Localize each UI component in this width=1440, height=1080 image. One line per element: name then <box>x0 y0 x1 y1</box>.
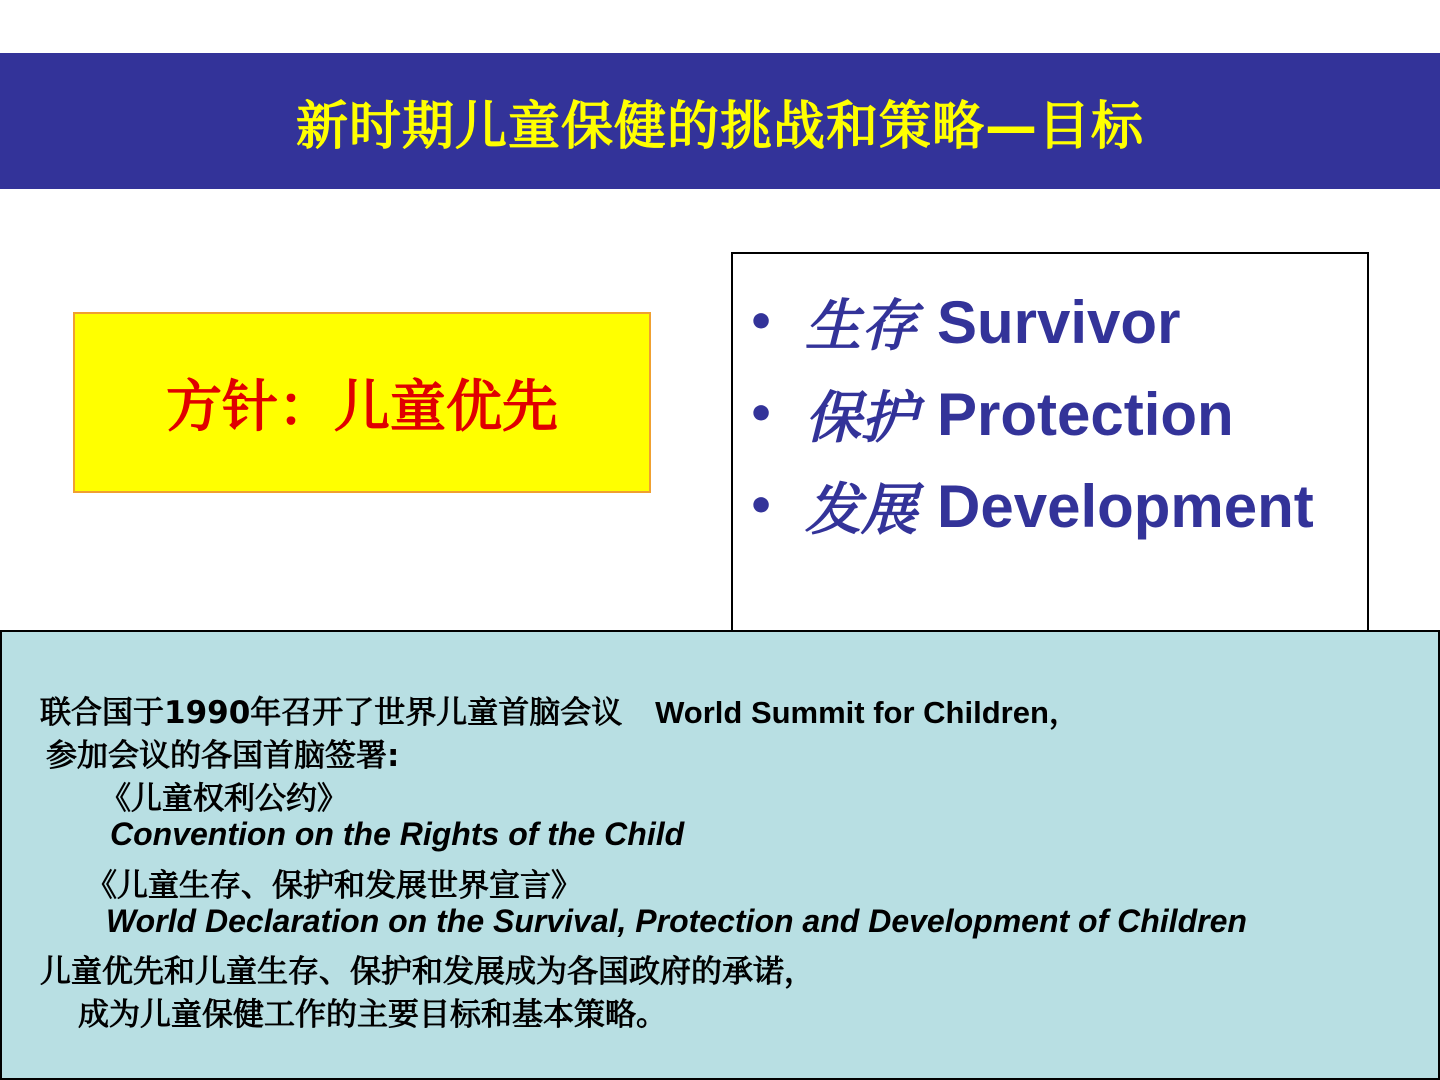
goal-en-label: Development <box>937 472 1314 540</box>
policy-text: 方针：儿童优先 <box>166 373 558 440</box>
info-summit-cn: 联合国于1990年召开了世界儿童首脑会议 <box>40 695 623 731</box>
goal-item-protection <box>747 374 1234 454</box>
goal-item-survivor <box>747 282 1180 362</box>
goal-item-development <box>747 466 1314 546</box>
goals-box <box>731 252 1369 652</box>
info-line-strategy: 成为儿童保健工作的主要目标和基本策略。 <box>78 997 667 1033</box>
info-line-summit <box>40 687 1080 732</box>
slide-title: 新时期儿童保健的挑战和策略—目标 <box>295 96 1144 157</box>
goal-cn-label: 发展 <box>805 477 917 543</box>
goal-en-label: Protection <box>937 380 1234 448</box>
title-bar <box>0 53 1440 189</box>
goal-cn-label: 保护 <box>805 385 917 451</box>
info-line-signed: 参加会议的各国首脑签署: <box>46 738 400 774</box>
bullet-icon: • <box>747 388 776 440</box>
goal-en-label: Survivor <box>937 288 1181 356</box>
info-line-convention-cn: 《儿童权利公约》 <box>100 781 348 817</box>
info-summit-en: World Summit for Children， <box>655 695 1080 730</box>
bullet-icon: • <box>747 480 776 532</box>
info-box <box>0 630 1440 1080</box>
info-line-declaration-cn: 《儿童生存、保护和发展世界宣言》 <box>86 868 582 904</box>
info-line-commitment: 儿童优先和儿童生存、保护和发展成为各国政府的承诺， <box>40 954 815 990</box>
info-line-declaration-en: World Declaration on the Survival, Protection and Development of Children <box>106 903 1247 939</box>
policy-box <box>73 312 651 493</box>
goal-cn-label: 生存 <box>805 293 917 359</box>
bullet-icon: • <box>747 296 776 348</box>
info-line-convention-en: Convention on the Rights of the Child <box>110 816 685 852</box>
